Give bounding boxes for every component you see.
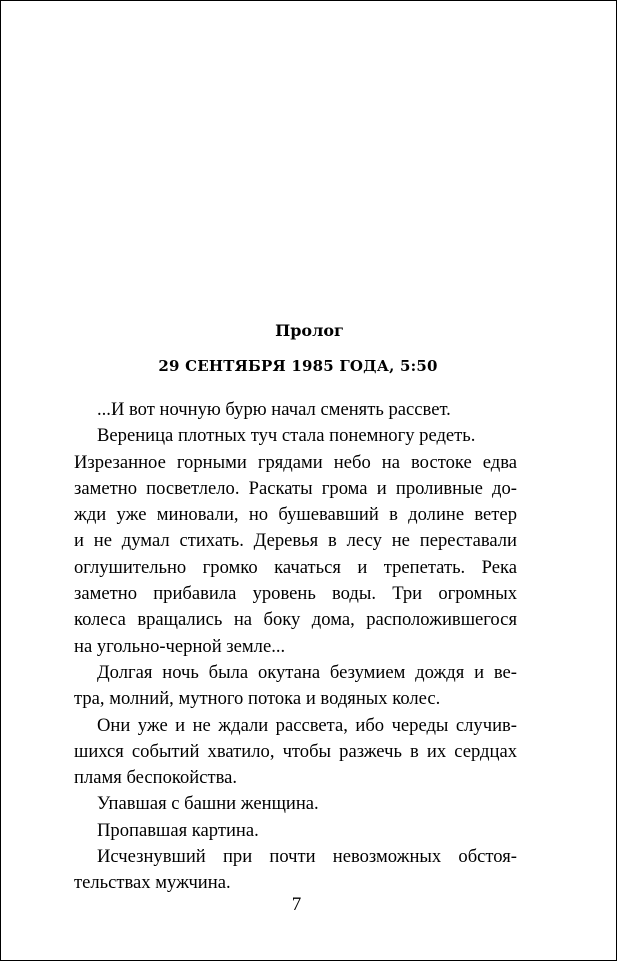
chapter-title: Пролог	[275, 321, 344, 340]
text-line: шихся событий хватило, чтобы разжечь в их сердцах	[74, 740, 517, 762]
text-line: тельствах мужчина.	[74, 872, 231, 894]
text-line: заметно посветлело. Раскаты грома и проливные до-	[74, 477, 517, 499]
chapter-date: 29 СЕНТЯБРЯ 1985 ГОДА, 5:50	[158, 357, 438, 375]
text-line: Исчезнувший при почти невозможных обстоя-	[97, 846, 517, 868]
text-line: ...И вот ночную бурю начал сменять рассвет.	[97, 399, 451, 420]
text-line: жди уже миновали, но бушевавший в долине ветер	[74, 504, 517, 526]
text-line: Долгая ночь была окутана безумием дождя и ве-	[97, 661, 517, 683]
text-line: заметно прибавила уровень воды. Три огромных	[74, 583, 517, 605]
text-line: Вереница плотных туч стала понемногу редеть.	[97, 425, 476, 447]
text-line: пламя беспокойства.	[74, 767, 238, 789]
text-line: Упавшая с башни женщина.	[97, 793, 319, 815]
text-line: Изрезанное горными грядами небо на востоке едва	[74, 451, 517, 473]
text-line: тра, молний, мутного потока и водяных колес.	[74, 688, 441, 710]
body-text	[74, 397, 517, 897]
text-line: Пропавшая картина.	[97, 819, 259, 841]
text-line: на угольно-черной земле...	[74, 635, 286, 657]
text-line: оглушительно громко качаться и трепетать. Река	[74, 556, 517, 578]
page-number: 7	[291, 894, 302, 915]
text-line: и не думал стихать. Деревья в лесу не переставали	[74, 530, 517, 552]
text-line: колеса вращались на боку дома, расположившегося	[74, 609, 517, 631]
text-line: Они уже и не ждали рассвета, ибо череды случив-	[97, 714, 517, 736]
